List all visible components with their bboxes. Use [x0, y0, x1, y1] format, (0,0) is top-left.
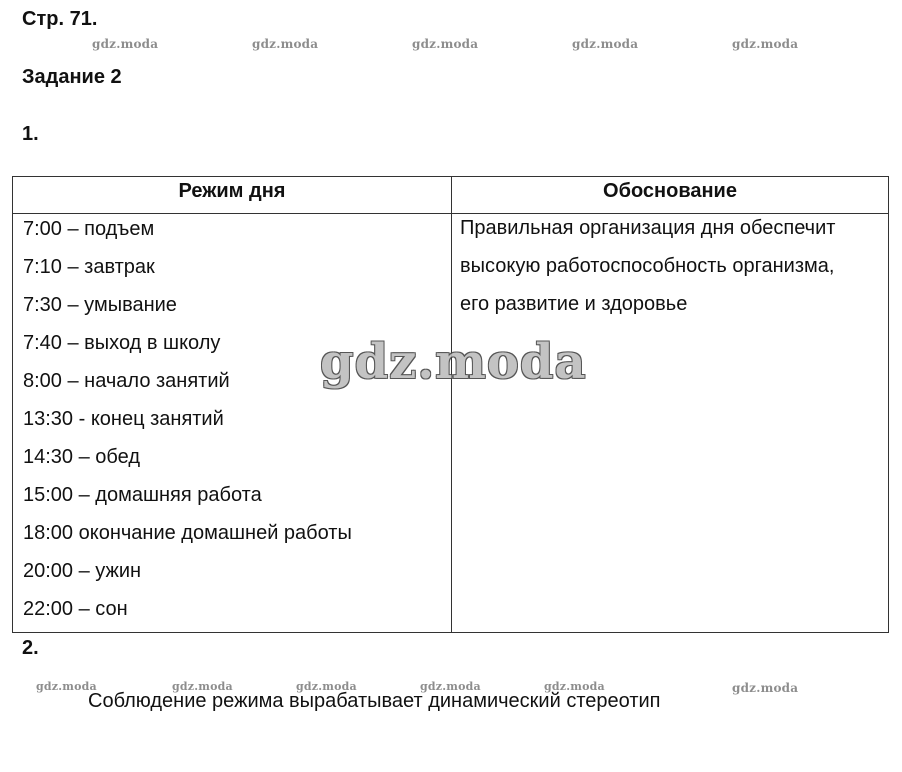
watermark: gdz.moda	[544, 680, 605, 693]
watermark: gdz.moda	[572, 37, 639, 51]
watermark: gdz.moda	[412, 37, 479, 51]
schedule-item: 7:30 – умывание	[23, 294, 177, 316]
watermark: gdz.moda	[420, 680, 481, 693]
watermark: gdz.moda	[296, 680, 357, 693]
justification-line: Правильная организация дня обеспечит	[460, 217, 836, 239]
watermark: gdz.moda	[92, 37, 159, 51]
watermark: gdz.moda	[172, 680, 233, 693]
section-2-label: 2.	[22, 637, 39, 659]
justification-line: высокую работоспособность организма,	[460, 255, 835, 277]
schedule-item: 8:00 – начало занятий	[23, 370, 230, 392]
schedule-item: 7:10 – завтрак	[23, 256, 155, 278]
schedule-item: 22:00 – сон	[23, 598, 128, 620]
justification-text	[460, 213, 835, 327]
page-number-heading: Стр. 71.	[22, 8, 98, 30]
schedule-item: 13:30 - конец занятий	[23, 408, 224, 430]
schedule-item: 18:00 окончание домашней работы	[23, 522, 352, 544]
watermark: gdz.moda	[732, 681, 799, 695]
task-heading: Задание 2	[22, 66, 122, 88]
schedule-item: 15:00 – домашняя работа	[23, 484, 262, 506]
schedule-item: 7:40 – выход в школу	[23, 332, 221, 354]
schedule-list	[23, 214, 352, 632]
column-divider	[451, 177, 452, 632]
header-daily-mode: Режим дня	[178, 180, 286, 202]
large-watermark: gdz.moda	[320, 334, 587, 390]
section-1-label: 1.	[22, 123, 39, 145]
conclusion-text: Соблюдение режима вырабатывает динамический стереотип	[88, 690, 661, 712]
justification-line: его развитие и здоровье	[460, 293, 688, 315]
watermark: gdz.moda	[732, 37, 799, 51]
schedule-item: 7:00 – подъем	[23, 218, 155, 240]
watermark: gdz.moda	[252, 37, 319, 51]
schedule-item: 20:00 – ужин	[23, 560, 142, 582]
schedule-item: 14:30 – обед	[23, 446, 140, 468]
watermark: gdz.moda	[36, 680, 97, 693]
header-justification: Обоснование	[603, 180, 737, 202]
